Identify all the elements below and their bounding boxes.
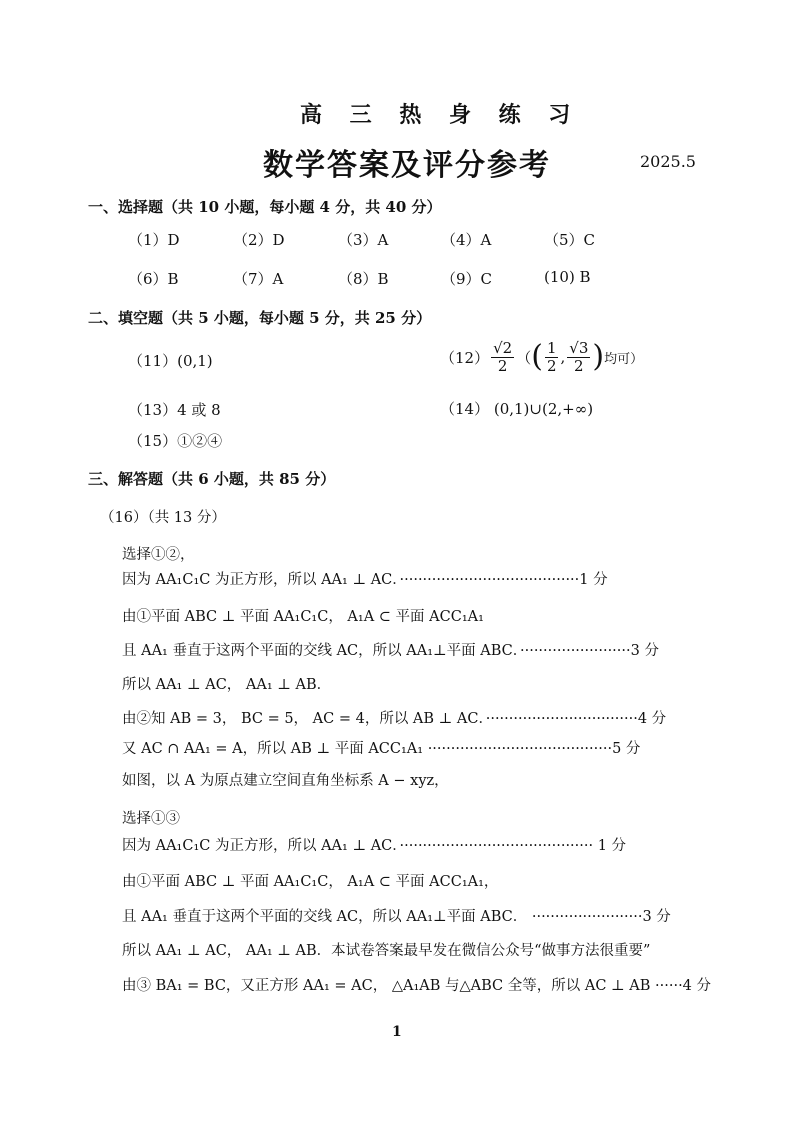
range-close-paren: )	[592, 339, 605, 374]
range-lower-fraction	[545, 340, 559, 374]
solution-line: 且 AA₁ 垂直于这两个平面的交线 AC，所以 AA₁⊥平面 ABC．························3 分	[122, 643, 659, 659]
answer-1: （1）D	[128, 231, 180, 249]
solution-line: 由②知 AB = 3， BC = 5， AC = 4，所以 AB ⊥ AC．·································4 分	[122, 711, 667, 727]
solution-line: 所以 AA₁ ⊥ AC， AA₁ ⊥ AB．	[122, 677, 332, 693]
answer-12-fraction	[491, 340, 514, 374]
answer-14: （14） (0,1)∪(2,+∞)	[440, 400, 594, 418]
fraction-numerator: √2	[493, 339, 513, 357]
solution-line: 且 AA₁ 垂直于这两个平面的交线 AC，所以 AA₁⊥平面 ABC． ························3 分	[122, 909, 671, 925]
document-date: 2025.5	[640, 152, 696, 171]
solution-line: 选择①②，	[122, 547, 195, 563]
answer-10: (10) B	[544, 268, 591, 286]
solution-line: 选择①③	[122, 811, 180, 827]
answer-4: （4）A	[441, 231, 492, 249]
answer-12-note: 均可）	[604, 351, 644, 367]
answer-9: （9）C	[441, 270, 493, 288]
solution-line: 由①平面 ABC ⊥ 平面 AA₁C₁C， A₁A ⊂ 平面 ACC₁A₁，	[122, 874, 499, 890]
answer-12	[440, 340, 643, 374]
answer-5: （5）C	[544, 231, 596, 249]
solution-line: 由①平面 ABC ⊥ 平面 AA₁C₁C， A₁A ⊂ 平面 ACC₁A₁	[122, 609, 484, 625]
answer-12-open: （	[516, 348, 532, 367]
range-comma: ,	[560, 348, 566, 366]
fraction-denominator: 2	[497, 356, 508, 375]
range-open-paren: (	[531, 339, 543, 374]
solution-line: 因为 AA₁C₁C 为正方形，所以 AA₁ ⊥ AC．·········································· 1 分	[122, 838, 627, 854]
fraction-denominator: 2	[574, 356, 584, 375]
answer-11: （11）(0,1)	[128, 352, 213, 370]
question-16-heading: （16）（共 13 分）	[100, 510, 226, 526]
section-heading-fill: 二、填空题（共 5 小题，每小题 5 分，共 25 分）	[88, 309, 432, 327]
page-number: 1	[392, 1024, 402, 1040]
solution-line: 所以 AA₁ ⊥ AC， AA₁ ⊥ AB．本试卷答案最早发在微信公众号“做事方法很重要”	[122, 943, 651, 959]
answer-7: （7）A	[233, 270, 284, 288]
solution-line: 如图，以 A 为原点建立空间直角坐标系 A − xyz，	[122, 773, 449, 789]
fraction-numerator: 1	[546, 339, 557, 357]
solution-line: 因为 AA₁C₁C 为正方形，所以 AA₁ ⊥ AC．·······································1 分	[122, 572, 608, 588]
document-title: 数学答案及评分参考	[263, 148, 551, 183]
fraction-denominator: 2	[546, 356, 557, 375]
answer-3: （3）A	[338, 231, 389, 249]
exam-subtitle: 高 三 热 身 练 习	[300, 102, 581, 128]
answer-6: （6）B	[128, 270, 179, 288]
range-upper-fraction	[567, 340, 590, 374]
answer-12-label: （12）	[440, 348, 490, 367]
answer-8: （8）B	[338, 270, 389, 288]
answer-15: （15）①②④	[128, 432, 223, 450]
solution-line: 由③ BA₁ = BC，又正方形 AA₁ = AC， △A₁AB 与△ABC 全等，所以 AC ⊥ AB ······4 分	[122, 978, 712, 994]
answer-13: （13）4 或 8	[128, 401, 221, 419]
section-heading-solution: 三、解答题（共 6 小题，共 85 分）	[88, 470, 336, 488]
solution-line: 又 AC ∩ AA₁ = A，所以 AB ⊥ 平面 ACC₁A₁ ········································5 分	[122, 741, 641, 757]
section-heading-choice: 一、选择题（共 10 小题，每小题 4 分，共 40 分）	[88, 198, 442, 216]
answer-2: （2）D	[233, 231, 285, 249]
fraction-numerator: √3	[569, 339, 589, 357]
